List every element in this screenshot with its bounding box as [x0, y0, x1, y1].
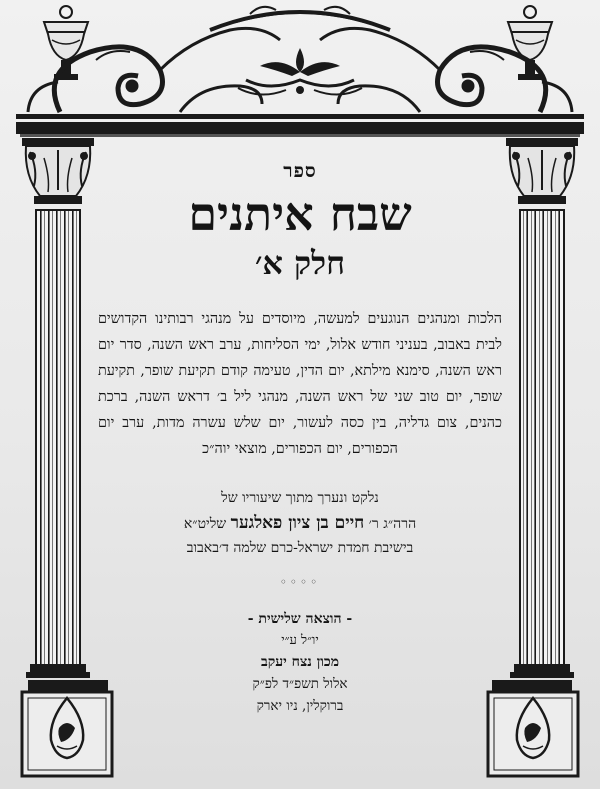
- separator-dots: ◦◦◦◦: [279, 575, 321, 589]
- vase-icon: [44, 6, 88, 80]
- yeshiva-line: בישיבת חמדת ישראל-כרם שלמה ד׳באבוב: [186, 540, 414, 556]
- fleur-ornament-icon: [238, 48, 362, 95]
- vase-icon: [508, 6, 552, 80]
- description-text: הלכות ומנהגים הנוגעים למעשה, מיוסדים על מנהגי רבותינו הקדושים לבית באבוב, בעניני חודש אלול, ימי הסליחות, ערב ראש השנה, סדר יום ראש השנה, סימנא מילתא, יום הדין, טעימה קודם תקיעת שופר, תקיעת שופר, יום טוב שני של ראש השנה, מנהגי ליל ב׳ דראש השנה, ברכת כהנים, צום גדליה, בין כסה לעשור, יום שלש עשרה מדות, ערב יום הכפורים, יום הכפורים, מוצאי יוה״כ: [98, 311, 502, 457]
- sefer-label: ספר: [283, 160, 317, 182]
- title-content: [96, 160, 504, 717]
- published-by-label: יו״ל ע״י: [281, 633, 319, 648]
- compiled-line: נלקט ונערך מתוך שיעוריו של: [221, 490, 379, 506]
- date-line: אלול תשפ״ד לפ״ק: [252, 676, 348, 692]
- author-name: חיים בן ציון פאלגער: [230, 513, 365, 533]
- author-suffix: שליט״א: [183, 516, 227, 532]
- volume-label: חלק א׳: [254, 244, 346, 282]
- author-line: [96, 510, 504, 537]
- book-title: שבח איתנים: [188, 187, 412, 241]
- publisher-name: מכון נצח יעקב: [260, 654, 340, 670]
- city-line: ברוקלין, ניו יארק: [256, 698, 344, 714]
- edition-label: - הוצאה שלישית -: [247, 611, 353, 627]
- author-prefix: הרה״ג ר׳: [368, 516, 417, 532]
- lintel: [16, 114, 584, 137]
- crest-ornament: [210, 7, 390, 30]
